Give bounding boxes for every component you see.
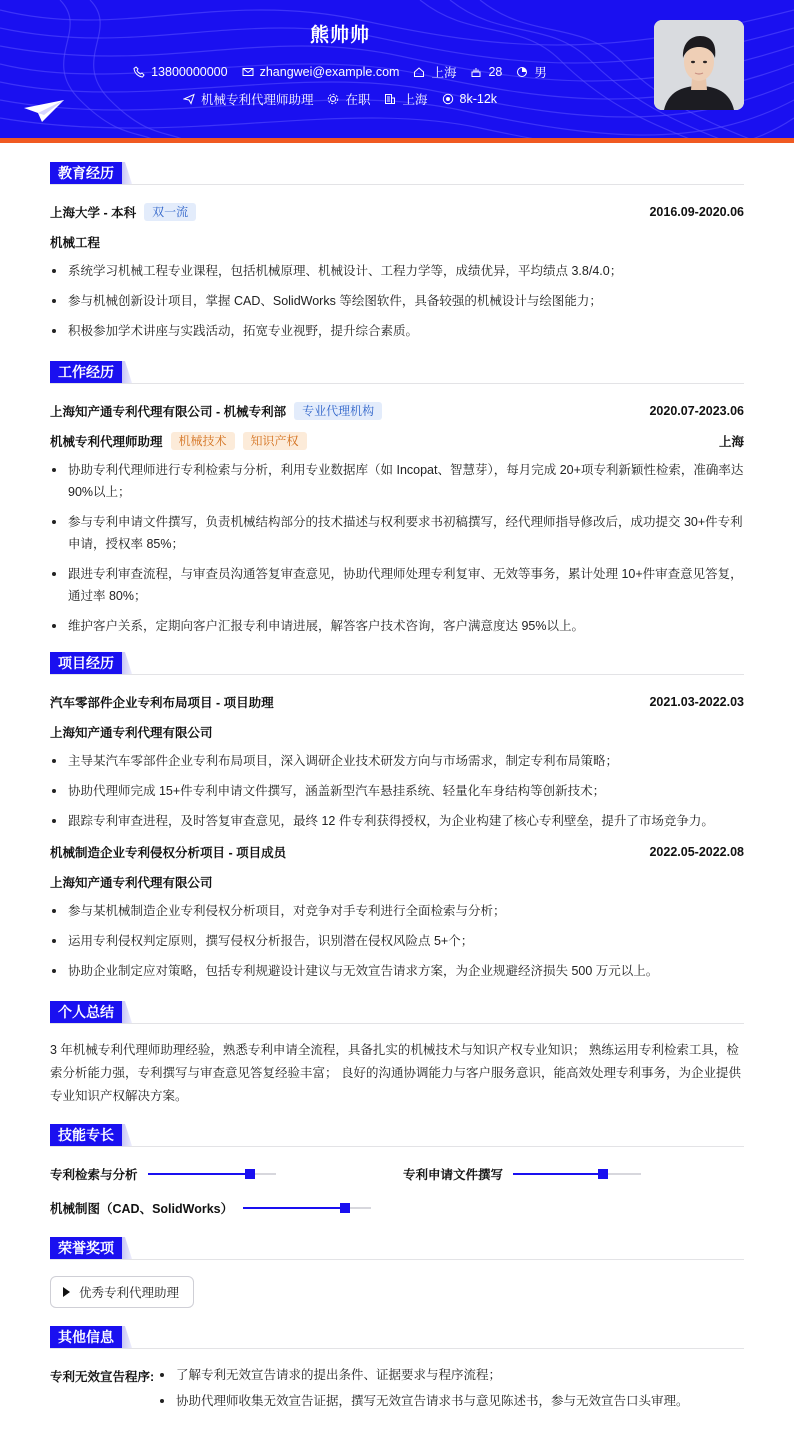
list-item: 维护客户关系，定期向客户汇报专利申请进展，解答客户技术咨询，客户满意度达 95%以上。 xyxy=(50,615,744,637)
city-text: 上海 xyxy=(431,66,457,80)
skill-bar-knob xyxy=(598,1169,608,1179)
section-divider xyxy=(50,1259,744,1260)
section-divider xyxy=(50,1023,744,1024)
work-position-row xyxy=(50,432,744,450)
project-org: 上海知产通专利代理有限公司 xyxy=(50,726,213,740)
school-badge: 双一流 xyxy=(144,203,196,221)
list-item: 积极参加学术讲座与实践活动，拓宽专业视野，提升综合素质。 xyxy=(50,320,744,342)
skill-bar-fill xyxy=(243,1207,345,1209)
gender-icon xyxy=(516,66,528,78)
skill-bar xyxy=(148,1173,276,1175)
skill-tag: 机械技术 xyxy=(171,432,235,450)
section-title: 项目经历 xyxy=(50,652,122,674)
section-awards xyxy=(50,1237,744,1259)
section-title-tail xyxy=(122,1326,132,1348)
section-title: 荣誉奖项 xyxy=(50,1237,122,1259)
section-title: 个人总结 xyxy=(50,1001,122,1023)
phone-text[interactable]: 13800000000 xyxy=(151,65,228,79)
list-item: 系统学习机械工程专业课程，包括机械原理、机械设计、工程力学等，成绩优异，平均绩点 3.8/4.0； xyxy=(50,260,744,282)
skill-name: 专利申请文件撰写 xyxy=(403,1168,504,1182)
company-badge: 专业代理机构 xyxy=(294,402,382,420)
settings-icon xyxy=(327,93,339,105)
project-bullets xyxy=(50,750,744,840)
section-title-tail xyxy=(122,1237,132,1259)
summary-text: 3 年机械专利代理师助理经验，熟悉专利申请全流程，具备扎实的机械技术与知识产权专业知识； 熟练运用专利检索工具，检索分析能力强，专利撰写与审查意见答复经验丰富； 良好的沟通协调能力与客户服务意识，能高效处理专利事务，为企业提供专业知识产权解决方案。 xyxy=(50,1043,741,1103)
triangle-right-icon xyxy=(63,1287,70,1297)
project-date: 2022.05-2022.08 xyxy=(649,845,744,859)
education-bullets xyxy=(50,260,744,350)
mail-icon xyxy=(242,66,254,78)
job-title-text: 机械专利代理师助理 xyxy=(200,93,314,107)
award-name: 优秀专利代理助理 xyxy=(79,1286,180,1300)
section-project xyxy=(50,652,744,674)
skill-item xyxy=(403,1165,641,1183)
target-city-text: 上海 xyxy=(402,93,428,107)
work-bullets xyxy=(50,459,744,645)
other-bullets xyxy=(158,1364,744,1416)
cake-icon xyxy=(470,66,482,78)
contact-row xyxy=(0,63,680,81)
project-header-row xyxy=(50,693,744,711)
project-org-row xyxy=(50,723,744,741)
section-other xyxy=(50,1326,744,1348)
header-accent-bar xyxy=(0,138,794,143)
send-icon xyxy=(183,93,195,105)
section-title-tail xyxy=(122,162,132,184)
project-date: 2021.03-2022.03 xyxy=(649,695,744,709)
job-intent-row xyxy=(0,90,680,108)
profile-photo xyxy=(654,20,744,110)
project-org-row xyxy=(50,873,744,891)
skill-name: 专利检索与分析 xyxy=(50,1168,138,1182)
section-divider xyxy=(50,383,744,384)
education-date: 2016.09-2020.06 xyxy=(649,205,744,219)
major-name: 机械工程 xyxy=(50,236,101,250)
list-item: 参与某机械制造企业专利侵权分析项目，对竞争对手专利进行全面检索与分析； xyxy=(50,900,744,922)
building-icon xyxy=(384,93,396,105)
list-item: 协助企业制定应对策略，包括专利规避设计建议与无效宣告请求方案，为企业规避经济损失 500 万元以上。 xyxy=(50,960,744,982)
section-title-tail xyxy=(122,1001,132,1023)
age-item xyxy=(470,63,502,81)
age-text: 28 xyxy=(488,65,503,79)
list-item: 协助代理师完成 15+件专利申请文件撰写，涵盖新型汽车悬挂系统、轻量化车身结构等创新技术； xyxy=(50,780,744,802)
gender-item xyxy=(516,63,547,81)
home-icon xyxy=(413,66,425,78)
project-bullets xyxy=(50,900,744,990)
city-item xyxy=(413,63,456,81)
education-major-row xyxy=(50,233,744,251)
list-item: 主导某汽车零部件企业专利布局项目，深入调研企业技术研发方向与市场需求，制定专利布局策略； xyxy=(50,750,744,772)
email-item xyxy=(242,63,400,81)
email-text[interactable]: zhangwei@example.com xyxy=(259,65,400,79)
work-location: 上海 xyxy=(718,435,744,449)
skill-bar-knob xyxy=(340,1203,350,1213)
project-title: 汽车零部件企业专利布局项目 - 项目助理 xyxy=(50,696,274,710)
section-title-tail xyxy=(122,1124,132,1146)
section-divider xyxy=(50,1348,744,1349)
paper-plane-icon xyxy=(24,100,64,124)
coin-icon xyxy=(442,93,454,105)
salary-text: 8k-12k xyxy=(459,92,498,106)
list-item: 跟踪专利审查进程，及时答复审查意见，最终 12 件专利获得授权，为企业构建了核心专利壁垒，提升了市场竞争力。 xyxy=(50,810,744,832)
skill-tag: 知识产权 xyxy=(243,432,307,450)
gender-text: 男 xyxy=(534,66,547,80)
school-name: 上海大学 - 本科 xyxy=(50,206,137,220)
target-city-item xyxy=(384,90,427,108)
section-education xyxy=(50,162,744,184)
skill-bar xyxy=(243,1207,371,1209)
skill-bar xyxy=(513,1173,641,1175)
skill-item xyxy=(50,1165,276,1183)
company-name: 上海知产通专利代理有限公司 - 机械专利部 xyxy=(50,405,287,419)
project-org: 上海知产通专利代理有限公司 xyxy=(50,876,213,890)
section-title-tail xyxy=(122,652,132,674)
skill-bar-knob xyxy=(245,1169,255,1179)
section-divider xyxy=(50,184,744,185)
phone-item xyxy=(133,63,227,81)
skill-name: 机械制图（CAD、SolidWorks） xyxy=(50,1202,234,1216)
skill-item xyxy=(50,1199,371,1217)
list-item: 参与专利申请文件撰写，负责机械结构部分的技术描述与权利要求书初稿撰写，经代理师指导修改后，成功提交 30+件专利申请，授权率 85%； xyxy=(50,511,744,555)
list-item: 了解专利无效宣告请求的提出条件、证据要求与程序流程； xyxy=(158,1364,744,1386)
project-title: 机械制造企业专利侵权分析项目 - 项目成员 xyxy=(50,846,287,860)
work-header-row xyxy=(50,402,744,420)
candidate-name: 熊帅帅 xyxy=(309,25,370,46)
status-text: 在职 xyxy=(345,93,371,107)
skill-bar-fill xyxy=(513,1173,603,1175)
list-item: 跟进专利审查流程，与审查员沟通答复审查意见，协助代理师处理专利复审、无效等事务，累计处理 10+件审查意见答复，通过率 80%； xyxy=(50,563,744,607)
salary-item xyxy=(442,90,498,108)
work-date: 2020.07-2023.06 xyxy=(649,404,744,418)
avatar xyxy=(654,20,744,110)
project-header-row xyxy=(50,843,744,861)
list-item: 协助专利代理师进行专利检索与分析，利用专业数据库（如 Incopat、智慧芽），每月完成 20+项专利新颖性检索，准确率达 90%以上； xyxy=(50,459,744,503)
section-title: 技能专长 xyxy=(50,1124,122,1146)
section-work xyxy=(50,361,744,383)
job-title-item xyxy=(183,90,314,108)
education-header-row xyxy=(50,203,744,221)
section-title: 其他信息 xyxy=(50,1326,122,1348)
list-item: 运用专利侵权判定原则，撰写侵权分析报告，识别潜在侵权风险点 5+个； xyxy=(50,930,744,952)
status-item xyxy=(327,90,370,108)
section-title: 教育经历 xyxy=(50,162,122,184)
other-label: 专利无效宣告程序: xyxy=(50,1370,155,1384)
section-skills xyxy=(50,1124,744,1146)
section-divider xyxy=(50,674,744,675)
skill-bar-fill xyxy=(148,1173,250,1175)
resume-header xyxy=(0,0,794,143)
award-card xyxy=(50,1276,194,1308)
section-title-tail xyxy=(122,361,132,383)
list-item: 协助代理师收集无效宣告证据，撰写无效宣告请求书与意见陈述书，参与无效宣告口头审理。 xyxy=(158,1390,744,1412)
section-title: 工作经历 xyxy=(50,361,122,383)
section-summary xyxy=(50,1001,744,1023)
list-item: 参与机械创新设计项目，掌握 CAD、SolidWorks 等绘图软件，具备较强的机械设计与绘图能力； xyxy=(50,290,744,312)
position-name: 机械专利代理师助理 xyxy=(50,435,163,449)
section-divider xyxy=(50,1146,744,1147)
phone-icon xyxy=(133,66,145,78)
